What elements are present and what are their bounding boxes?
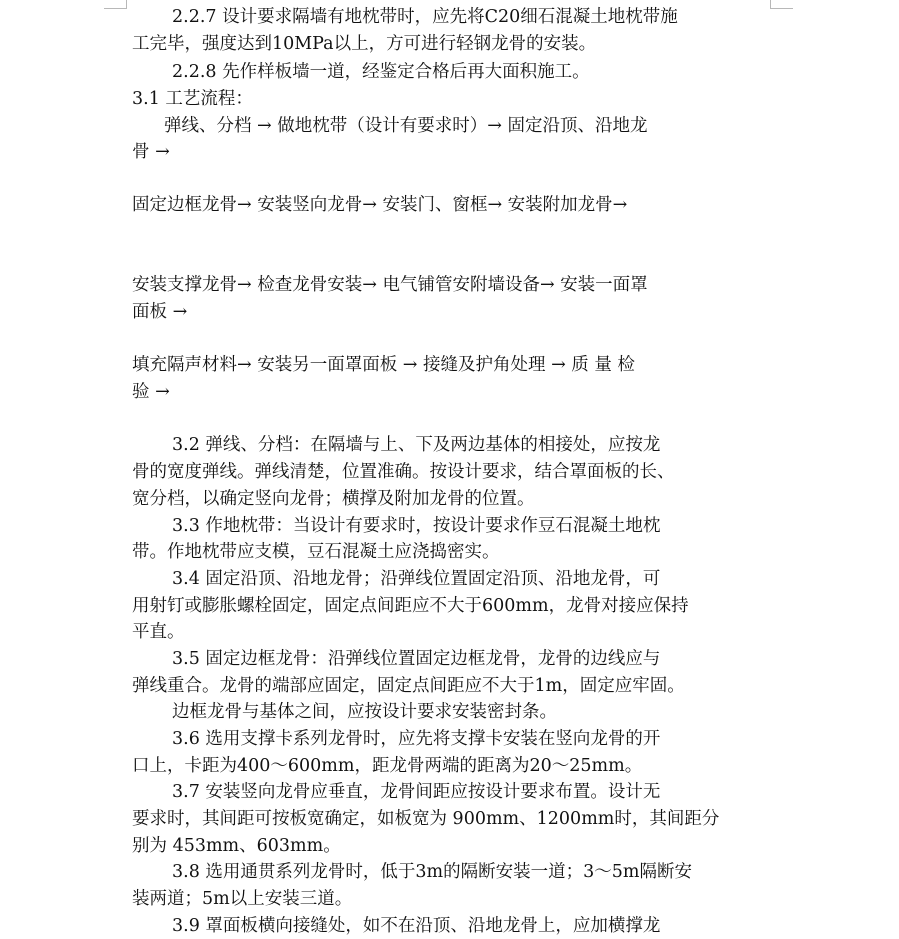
paragraph-line: 3.2 弹线、分档：在隔墙与上、下及两边基体的相接处，应按龙: [172, 435, 661, 455]
process-flow-line: 面板 →: [132, 302, 188, 322]
section-heading: 3.1 工艺流程：: [132, 89, 253, 109]
paragraph-line: 宽分档，以确定竖向龙骨；横撑及附加龙骨的位置。: [132, 489, 535, 509]
paragraph-line: 3.3 作地枕带：当设计有要求时，按设计要求作豆石混凝土地枕: [172, 516, 661, 536]
paragraph-line: 平直。: [132, 622, 185, 642]
paragraph-line: 带。作地枕带应支模，豆石混凝土应浇捣密实。: [132, 542, 500, 562]
page-corner-mark-left: [104, 0, 127, 9]
paragraph-line: 弹线重合。龙骨的端部应固定，固定点间距应不大于1m，固定应牢固。: [132, 676, 685, 696]
paragraph-line: 骨的宽度弹线。弹线清楚，位置准确。按设计要求，结合罩面板的长、: [132, 462, 675, 482]
paragraph-line: 3.7 安装竖向龙骨应垂直，龙骨间距应按设计要求布置。设计无: [172, 782, 661, 802]
process-flow-line: 固定边框龙骨→ 安装竖向龙骨→ 安装门、窗框→ 安装附加龙骨→: [132, 195, 628, 215]
paragraph-line: 3.5 固定边框龙骨：沿弹线位置固定边框龙骨，龙骨的边线应与: [172, 649, 661, 669]
paragraph-line: 要求时，其间距可按板宽确定，如板宽为 900mm、1200mm时，其间距分: [132, 809, 720, 829]
process-flow-line: 安装支撑龙骨→ 检查龙骨安装→ 电气铺管安附墙设备→ 安装一面罩: [132, 275, 648, 295]
paragraph-line: 3.8 选用通贯系列龙骨时，低于3m的隔断安装一道；3～5m隔断安: [172, 862, 692, 882]
paragraph-line: 3.4 固定沿顶、沿地龙骨；沿弹线位置固定沿顶、沿地龙骨，可: [172, 569, 661, 589]
paragraph-line: 别为 453mm、603mm。: [132, 836, 341, 856]
process-flow-line: 骨 →: [132, 142, 170, 162]
process-flow-line: 弹线、分档 → 做地枕带（设计有要求时）→ 固定沿顶、沿地龙: [164, 116, 648, 136]
process-flow-line: 验 →: [132, 382, 170, 402]
paragraph-line: 装两道；5m以上安装三道。: [132, 889, 353, 909]
paragraph-line: 工完毕，强度达到10MPa以上，方可进行轻钢龙骨的安装。: [132, 34, 597, 54]
paragraph-line: 2.2.7 设计要求隔墙有地枕带时，应先将C20细石混凝土地枕带施: [172, 7, 678, 27]
paragraph-line: 用射钉或膨胀螺栓固定，固定点间距应不大于600mm，龙骨对接应保持: [132, 596, 689, 616]
page-corner-mark-right: [770, 0, 793, 9]
paragraph-line: 边框龙骨与基体之间，应按设计要求安装密封条。: [172, 702, 557, 722]
paragraph-line: 口上，卡距为400～600mm，距龙骨两端的距离为20～25mm。: [132, 756, 643, 776]
paragraph-line: 3.6 选用支撑卡系列龙骨时，应先将支撑卡安装在竖向龙骨的开: [172, 729, 661, 749]
process-flow-line: 填充隔声材料→ 安装另一面罩面板 → 接缝及护角处理 → 质 量 检: [132, 355, 635, 375]
paragraph-line: 3.9 罩面板横向接缝处，如不在沿顶、沿地龙骨上，应加横撑龙: [172, 916, 661, 936]
paragraph-line: 2.2.8 先作样板墙一道，经鉴定合格后再大面积施工。: [172, 62, 590, 82]
